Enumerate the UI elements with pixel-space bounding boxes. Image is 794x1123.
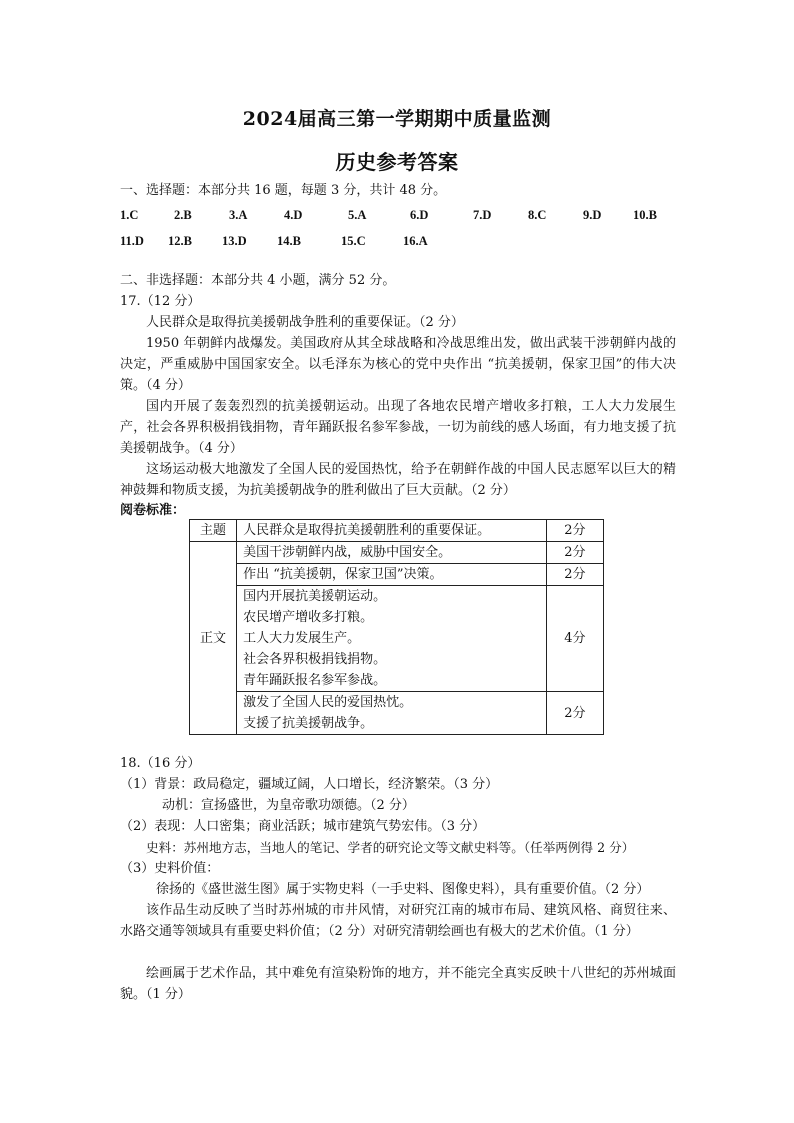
q18-line-5: （3）史料价值： — [120, 861, 220, 876]
rubric-line: 激发了全国人民的爱国热忱。 — [243, 695, 413, 710]
table-row — [190, 542, 604, 564]
q17-paragraph-4: 这场运动极大地激发了全国人民的爱国热忱，给予在朝鲜作战的中国人民志愿军以巨大的精神鼓舞和物质支援，为抗美援朝战争的胜利做出了巨大贡献。（2 分） — [120, 462, 676, 498]
rubric-line: 支援了抗美援朝战争。 — [243, 716, 374, 731]
mc-answer: 3.A — [229, 208, 248, 222]
mc-answer: 16.A — [403, 234, 428, 248]
q17-paragraph-1: 人民群众是取得抗美援朝战争胜利的重要保证。（2 分） — [146, 315, 464, 330]
q17-paragraph-3: 国内开展了轰轰烈烈的抗美援朝运动。出现了各地农民增产增收多打粮，工人大力发展生产，社会各界积极捐钱捐物，青年踊跃报名参军参战，一切为前线的感人场面，有力地支援了抗美援朝战争。（4 分） — [120, 399, 676, 456]
mc-answer: 6.D — [410, 208, 429, 222]
rubric-line: 社会各界积极捐钱捐物。 — [243, 652, 387, 667]
mc-answer: 12.B — [168, 234, 192, 248]
mc-answer: 2.B — [174, 208, 192, 222]
document-subtitle: 历史参考答案 — [335, 150, 459, 174]
rubric-body-label: 正文 — [190, 542, 237, 735]
rubric-theme-score: 2分 — [546, 520, 603, 542]
rubric-row-score: 2分 — [546, 692, 603, 735]
rubric-table — [189, 519, 604, 735]
mc-answer: 5.A — [348, 208, 367, 222]
mc-answer: 7.D — [473, 208, 492, 222]
q18-line-1: （1）背景：政局稳定，疆域辽阔，人口增长，经济繁荣。（3 分） — [120, 777, 499, 792]
rubric-line: 农民增产增收多打粮。 — [243, 610, 374, 625]
mc-answer: 15.C — [341, 234, 366, 248]
rubric-row-text-multi — [237, 692, 547, 735]
q18-paragraph-8: 绘画属于艺术作品，其中难免有渲染粉饰的地方，并不能完全真实反映十八世纪的苏州城面貌。（1 分） — [120, 966, 676, 1002]
rubric-label: 阅卷标准： — [120, 503, 186, 518]
q17-paragraph-2: 1950 年朝鲜内战爆发。美国政府从其全球战略和冷战思维出发，做出武装干涉朝鲜内战的决定，严重威胁中国国家安全。以毛泽东为核心的党中央作出 “抗美援朝，保家卫国”的伟大决策。（4 分） — [120, 336, 676, 393]
rubric-theme-text: 人民群众是取得抗美援朝胜利的重要保证。 — [237, 520, 547, 542]
rubric-line: 青年踊跃报名参军参战。 — [243, 673, 387, 688]
rubric-row-text-multi — [237, 586, 547, 692]
table-row — [190, 520, 604, 542]
document-title: 2024届高三第一学期期中质量监测 — [242, 108, 552, 130]
table-row — [190, 586, 604, 692]
q18-line-2: 动机：宣扬盛世，为皇帝歌功颂德。（2 分） — [162, 798, 415, 813]
rubric-row-score: 4分 — [546, 586, 603, 692]
q17-label: 17.（12 分） — [120, 294, 201, 309]
mc-answer: 10.B — [633, 208, 657, 222]
mc-answer: 8.C — [528, 208, 547, 222]
mc-answer: 11.D — [120, 234, 144, 248]
mc-answer: 1.C — [120, 208, 139, 222]
rubric-theme-label: 主题 — [190, 520, 237, 542]
mc-answer: 13.D — [222, 234, 247, 248]
q18-label: 18.（16 分） — [120, 756, 201, 771]
q18-paragraph-7: 该作品生动反映了当时苏州城的市井风情，对研究江南的城市布局、建筑风格、商贸往来、水路交通等领域具有重要史料价值；（2 分）对研究清朝绘画也有极大的艺术价值。（1 分） — [120, 903, 676, 939]
rubric-line: 国内开展抗美援朝运动。 — [243, 589, 387, 604]
table-row — [190, 564, 604, 586]
table-row — [190, 692, 604, 735]
rubric-row-score: 2分 — [546, 564, 603, 586]
mc-answer: 4.D — [284, 208, 303, 222]
rubric-line: 工人大力发展生产。 — [243, 631, 361, 646]
q18-line-6: 徐扬的《盛世滋生图》属于实物史料（一手史料、图像史料），具有重要价值。（2 分） — [156, 882, 650, 897]
q18-line-3: （2）表现：人口密集；商业活跃；城市建筑气势宏伟。（3 分） — [120, 819, 486, 834]
mc-answer: 9.D — [583, 208, 602, 222]
rubric-row-text: 美国干涉朝鲜内战，威胁中国安全。 — [237, 542, 547, 564]
rubric-row-text: 作出 “抗美援朝，保家卫国”决策。 — [237, 564, 547, 586]
section1-heading: 一、选择题：本部分共 16 题，每题 3 分，共计 48 分。 — [120, 183, 447, 198]
mc-answer: 14.B — [277, 234, 301, 248]
q18-line-4: 史料：苏州地方志，当地人的笔记、学者的研究论文等文献史料等。（任举两例得 2 分） — [146, 840, 635, 855]
rubric-row-score: 2分 — [546, 542, 603, 564]
section2-heading: 二、非选择题：本部分共 4 小题，满分 52 分。 — [120, 273, 396, 288]
